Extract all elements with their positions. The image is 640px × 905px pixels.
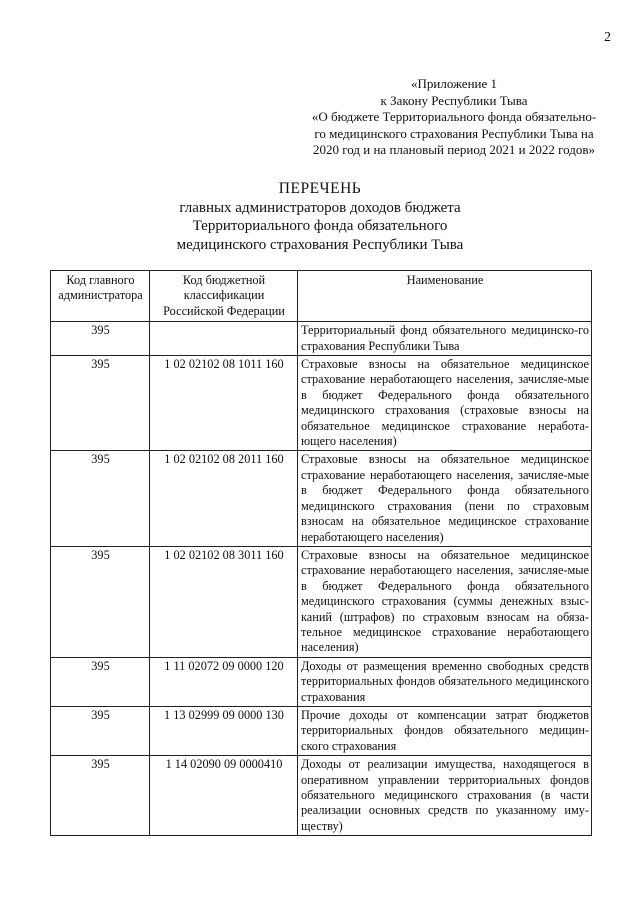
budget-code-cell: 1 14 02090 09 0000410 [150, 756, 298, 836]
appendix-reference [300, 76, 608, 159]
admin-code-cell: 395 [51, 451, 150, 546]
name-cell: Страховые взносы на обязательное медицинское страхование неработающего населения, зачисляе-мые в бюджет Федерального фонда обязательного медицинского страхования (суммы денежных взыс-каний (штрафов) по страховым взносам на обяза-тельное медицинское страхование неработающего населения) [298, 546, 592, 657]
name-cell: Страховые взносы на обязательное медицинское страхование неработающего населения, зачисляе-мые в бюджет Федерального фонда обязательного медицинского страхования (пени по страховым взносам на обязательное медицинское страхование неработающего населения) [298, 451, 592, 546]
document-subtitle-line: медицинского страхования Республики Тыва [176, 236, 464, 253]
admin-code-cell: 395 [51, 706, 150, 755]
appendix-line: «О бюджете Территориального фонда обязательно- [311, 109, 597, 124]
appendix-line: 2020 год и на плановый период 2021 и 2022 годов» [313, 142, 595, 157]
budget-code-cell: 1 02 02102 08 3011 160 [150, 546, 298, 657]
page-number: 2 [604, 30, 611, 45]
appendix-line: к Закону Республики Тыва [380, 92, 528, 108]
admin-code-cell: 395 [51, 756, 150, 836]
budget-code-cell: 1 11 02072 09 0000 120 [150, 657, 298, 706]
budget-code-cell: 1 13 02999 09 0000 130 [150, 706, 298, 755]
admin-code-cell: 395 [51, 546, 150, 657]
budget-code-cell: 1 02 02102 08 1011 160 [150, 356, 298, 451]
name-cell: Страховые взносы на обязательное медицинское страхование неработающего населения, зачисляе-мые в бюджет Федерального фонда обязательного медицинского страхования (страховые взносы на обязательное медицинское страхование неработа-ющего населения) [298, 356, 592, 451]
admin-code-cell: 395 [51, 657, 150, 706]
table-row [51, 756, 592, 836]
revenue-administrators-table [50, 270, 592, 836]
table-row [51, 356, 592, 451]
table-row [51, 451, 592, 546]
table-row [51, 322, 592, 356]
document-title: ПЕРЕЧЕНЬ [278, 180, 362, 197]
column-header-name: Наименование [298, 271, 592, 322]
appendix-line: «Приложение 1 [410, 76, 498, 91]
name-cell: Доходы от размещения временно свободных средств территориальных фондов обязательного медицинского страхования [298, 657, 592, 706]
document-heading [0, 180, 640, 254]
document-subtitle-line: Территориального фонда обязательного [192, 218, 448, 234]
table-row [51, 546, 592, 657]
column-header-admin-code: Код главного администратора [51, 271, 150, 322]
name-cell: Территориальный фонд обязательного медицинско-го страхования Республики Тыва [298, 322, 592, 356]
name-cell: Доходы от реализации имущества, находящегося в оперативном управлении территориальных фондов обязательного медицинского страхования (в части реализации основных средств по указанному иму-ществу) [298, 756, 592, 836]
admin-code-cell: 395 [51, 356, 150, 451]
column-header-budget-code: Код бюджетной классификации Российской Федерации [150, 271, 298, 322]
table-row [51, 706, 592, 755]
appendix-line: го медицинского страхования Республики Тыва на [314, 125, 594, 141]
budget-code-cell: 1 02 02102 08 2011 160 [150, 451, 298, 546]
table-row [51, 657, 592, 706]
document-subtitle-line: главных администраторов доходов бюджета [179, 199, 461, 216]
admin-code-cell: 395 [51, 322, 150, 356]
table-header-row [51, 271, 592, 322]
budget-code-cell [150, 322, 298, 356]
name-cell: Прочие доходы от компенсации затрат бюджетов территориальных фондов обязательного медицин-ского страхования [298, 706, 592, 755]
